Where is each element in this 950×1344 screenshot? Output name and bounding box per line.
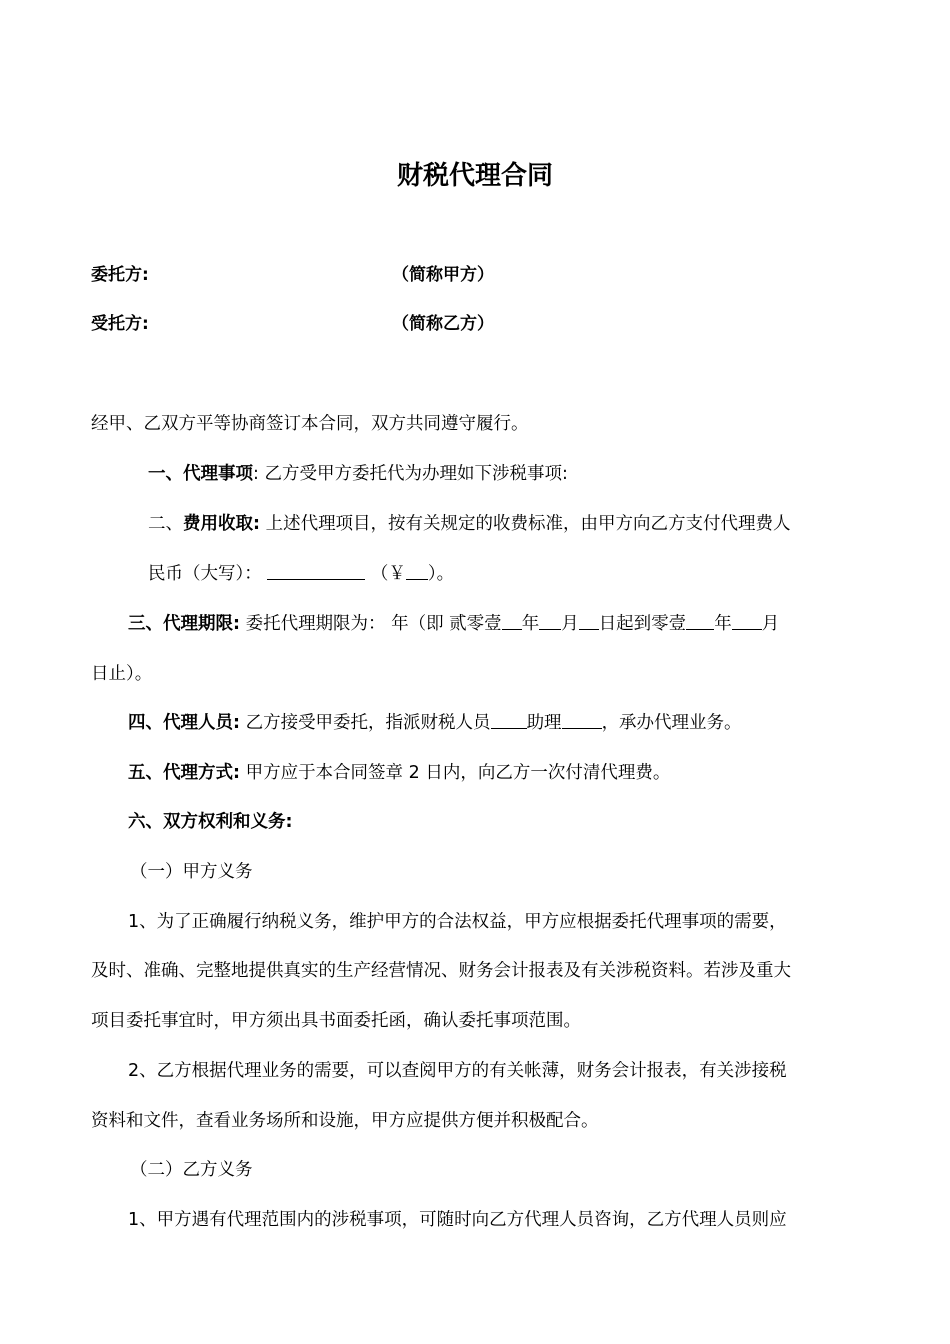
clause-a1-line-2: 及时、准确、完整地提供真实的生产经营情况、财务会计报表及有关涉税资料。若涉及重大 — [91, 961, 791, 981]
section-2 — [148, 510, 791, 538]
document-title: 财税代理合同 — [396, 161, 553, 191]
section-3-text-5: 年 — [714, 614, 732, 634]
fee-yen-label: （￥ — [365, 564, 406, 584]
section-4-heading: 四、代理人员: — [128, 713, 240, 733]
start-year-blank — [502, 611, 522, 630]
staff-blank — [491, 710, 527, 729]
section-3 — [128, 610, 779, 638]
start-month-blank — [539, 611, 561, 630]
section-3-text-2: 年 — [521, 614, 540, 634]
section-4-text-2: 助理 — [526, 713, 562, 733]
section-5 — [128, 759, 670, 787]
section-2-prefix: 二、 — [148, 514, 183, 534]
section-2-text: 上述代理项目，按有关规定的收费标准，由甲方向乙方支付代理费人 — [260, 514, 791, 534]
subsection-party-b-duties: （二）乙方义务 — [130, 1160, 253, 1180]
subsection-party-a-duties: （一）甲方义务 — [130, 862, 253, 882]
assistant-blank — [562, 710, 602, 729]
section-4-text-3: ，承办代理业务。 — [601, 713, 742, 733]
client-note: （简称甲方） — [392, 265, 494, 285]
section-6-heading: 六、双方权利和义务: — [128, 812, 293, 832]
section-3-text-3: 月 — [561, 614, 579, 634]
section-3-text-6: 月 — [761, 614, 780, 634]
clause-a2-line-1: 2、乙方根据代理业务的需要，可以查阅甲方的有关帐薄，财务会计报表，有关涉接税 — [128, 1061, 787, 1081]
section-2-line-2 — [148, 560, 454, 588]
fee-amount-label: 民币（大写）： — [148, 564, 268, 584]
clause-a2-line-2: 资料和文件，查看业务场所和设施，甲方应提供方便并积极配合。 — [91, 1111, 599, 1131]
section-5-heading: 五、代理方式: — [128, 763, 240, 783]
fee-yen-blank — [406, 561, 428, 580]
section-3-text-1: 委托代理期限为： 年（即 贰零壹 — [240, 614, 502, 634]
end-year-blank — [686, 611, 714, 630]
fee-amount-blank — [267, 561, 365, 580]
agent-note: （简称乙方） — [392, 314, 494, 334]
end-month-blank — [732, 611, 762, 630]
section-1-text: : 乙方受甲方委托代为办理如下涉税事项: — [253, 464, 568, 484]
section-3-text-4: 日起到零壹 — [598, 614, 687, 634]
section-3-heading: 三、代理期限: — [128, 614, 240, 634]
section-4-text-1: 乙方接受甲委托，指派财税人员 — [240, 713, 491, 733]
clause-a1-line-3: 项目委托事宜时，甲方须出具书面委托函，确认委托事项范围。 — [91, 1011, 581, 1031]
section-1 — [148, 460, 568, 488]
clause-a1-line-1: 1、为了正确履行纳税义务，维护甲方的合法权益，甲方应根据委托代理事项的需要， — [128, 912, 787, 932]
section-3-line-2: 日止）。 — [91, 664, 153, 684]
intro-paragraph: 经甲、乙双方平等协商签订本合同，双方共同遵守履行。 — [91, 414, 529, 434]
section-5-text: 甲方应于本合同签章 2 日内，向乙方一次付清代理费。 — [240, 763, 671, 783]
client-label: 委托方: — [91, 265, 149, 285]
section-1-heading: 一、代理事项 — [148, 464, 253, 484]
section-4 — [128, 709, 742, 737]
clause-b1-line-1: 1、甲方遇有代理范围内的涉税事项，可随时向乙方代理人员咨询，乙方代理人员则应 — [128, 1210, 787, 1230]
fee-close: ）。 — [427, 564, 455, 584]
start-day-blank — [579, 611, 599, 630]
section-2-heading: 费用收取: — [183, 514, 260, 534]
agent-label: 受托方: — [91, 314, 149, 334]
